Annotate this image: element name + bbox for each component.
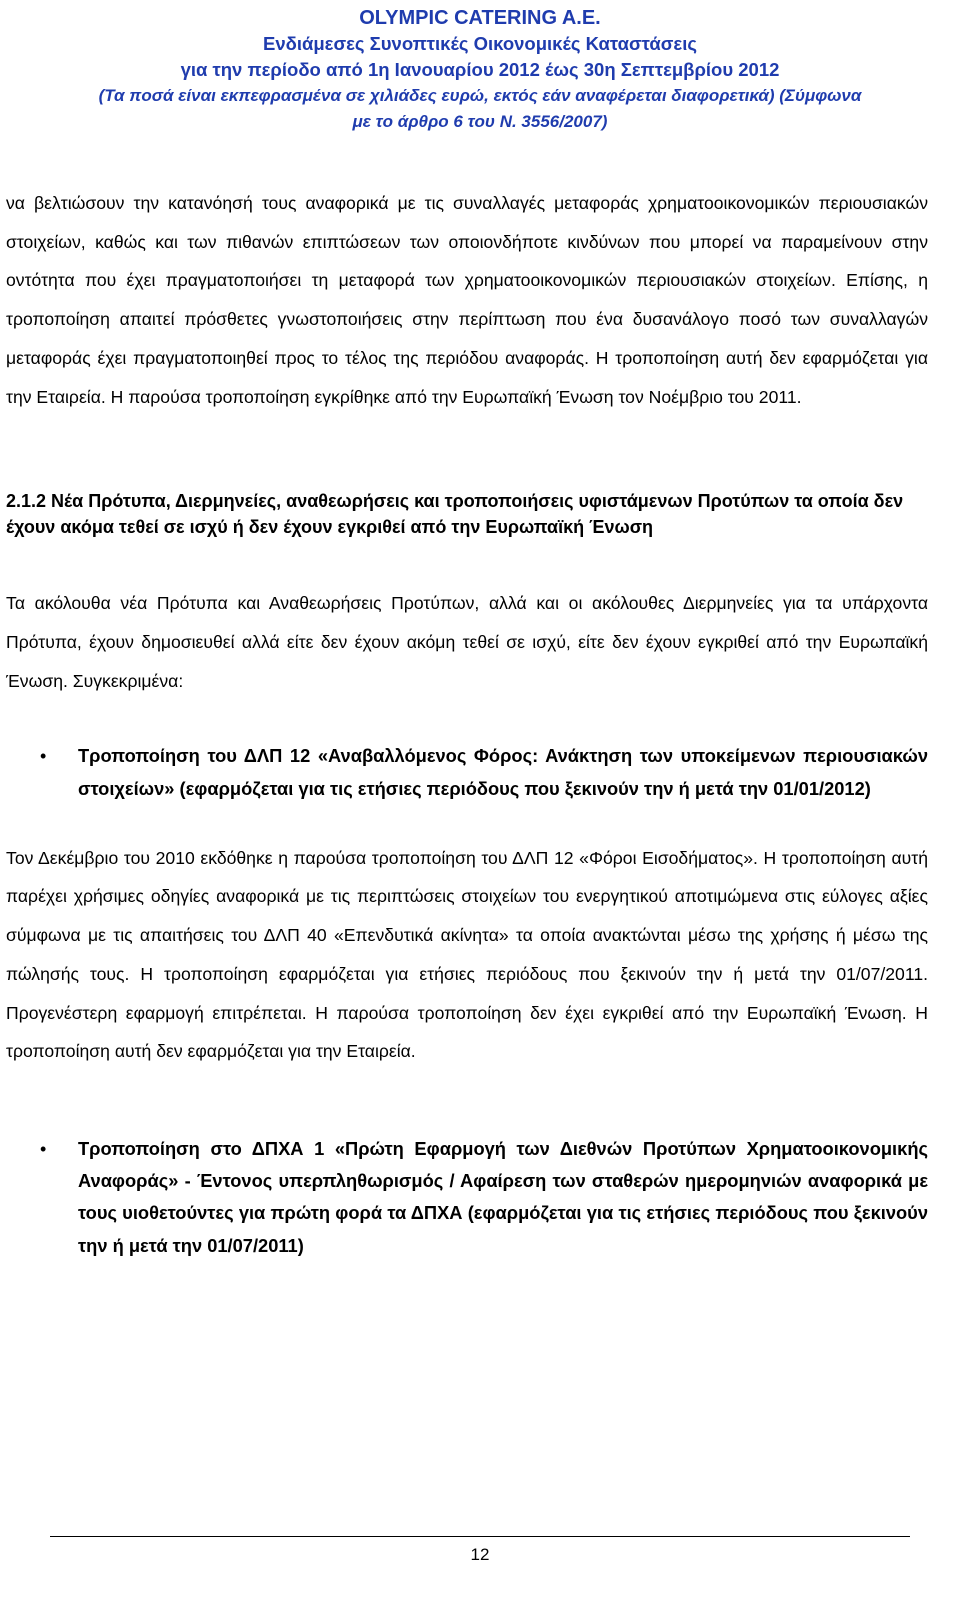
document-body [6,184,928,1262]
section-heading: 2.1.2 Νέα Πρότυπα, Διερμηνείες, αναθεωρήσεις και τροποποιήσεις υφιστάμενων Προτύπων τα οποία δεν έχουν ακόμα τεθεί σε ισχύ ή δεν έχουν εγκριθεί από την Ευρωπαϊκή Ένωση [6,491,904,538]
page-header [0,6,960,135]
company-name: OLYMPIC CATERING A.E. [359,7,601,29]
currency-note-line-1: (Τα ποσά είναι εκπεφρασμένα σε χιλιάδες ευρώ, εκτός εάν αναφέρεται διαφορετικά) (Σύμφωνα [98,86,862,105]
currency-note-line-2: με το άρθρο 6 του Ν. 3556/2007) [352,112,608,131]
page-footer [0,1536,960,1568]
bullet-dot-icon: • [40,746,47,767]
intro-paragraph: να βελτιώσουν την κατανόησή τους αναφορικά με τις συναλλαγές μεταφοράς χρηματοοικονομικών περιουσιακών στοιχείων, καθώς και των πιθανών επιπτώσεων των οποιονδήποτε κινδύνων που μπορεί να παραμείνουν στην οντότητα που έχει πραγματοποιήσει τη μεταφορά των χρηματοοικονομικών περιουσιακών στοιχείων. Επίσης, η τροποποίηση απαιτεί πρόσθετες γνωστοποιήσεις στην περίπτωση που ένα δυσανάλογο ποσό των συναλλαγών μεταφοράς έχει πραγματοποιηθεί προς το τέλος της περιόδου αναφοράς. Η τροποποίηση αυτή δεν εφαρμόζεται για την Εταιρεία. Η παρούσα τροποποίηση εγκρίθηκε από την Ευρωπαϊκή Ένωση τον Νοέμβριο του 2011. [6,193,928,407]
footer-divider [50,1536,910,1537]
bullet-item-ias-12 [6,740,928,804]
statements-title: Ενδιάμεσες Συνοπτικές Οικονομικές Καταστάσεις [263,33,697,54]
bullet-item-ifrs-1 [6,1133,928,1262]
bullet-dot-icon: • [40,1138,47,1159]
bullet-text-ifrs-1: Τροποποίηση στο ΔΠΧΑ 1 «Πρώτη Εφαρμογή των Διεθνών Προτύπων Χρηματοοικονομικής Αναφοράς» - Έντονος υπερπληθωρισμός / Αφαίρεση των σταθερών ημερομηνιών αναφορικά με τους υιοθετούντες για πρώτη φορά τα ΔΠΧΑ (εφαρμόζεται για τις ετήσιες περιόδους που ξεκινούν την ή μετά την 01/07/2011) [78,1137,928,1256]
bullet-text-ias-12: Τροποποίηση του ΔΛΠ 12 «Αναβαλλόμενος Φόρος: Ανάκτηση των υποκείμενων περιουσιακών στοιχείων» (εφαρμόζεται για τις ετήσιες περιόδους που ξεκινούν την ή μετά την 01/01/2012) [78,745,928,799]
ias-12-paragraph: Τον Δεκέμβριο του 2010 εκδόθηκε η παρούσα τροποποίηση του ΔΛΠ 12 «Φόροι Εισοδήματος». Η τροποποίηση αυτή παρέχει χρήσιμες οδηγίες αναφορικά με τις περιπτώσεις στοιχείων του ενεργητικού αποτιμώμενα στις εύλογες αξίες σύμφωνα με τις απαιτήσεις του ΔΛΠ 40 «Επενδυτικά ακίνητα» τα οποία ανακτώνται μέσω της χρήσης ή μέσω της πώλησής τους. Η τροποποίηση εφαρμόζεται για ετήσιες περιόδους που ξεκινούν την ή μετά την 01/07/2011. Προγενέστερη εφαρμογή επιτρέπεται. Η παρούσα τροποποίηση δεν έχει εγκριθεί από την Ευρωπαϊκή Ένωση. Η τροποποίηση αυτή δεν εφαρμόζεται για την Εταιρεία. [6,847,928,1062]
section-intro-paragraph: Τα ακόλουθα νέα Πρότυπα και Αναθεωρήσεις Προτύπων, αλλά και οι ακόλουθες Διερμηνείες για τα υπάρχοντα Πρότυπα, έχουν δημοσιευθεί αλλά είτε δεν έχουν ακόμη τεθεί σε ισχύ, είτε δεν έχουν εγκριθεί από την Ευρωπαϊκή Ένωση. Συγκεκριμένα: [6,593,928,691]
reporting-period: για την περίοδο από 1η Ιανουαρίου 2012 έως 30η Σεπτεμβρίου 2012 [180,59,780,80]
page-number: 12 [470,1545,490,1564]
